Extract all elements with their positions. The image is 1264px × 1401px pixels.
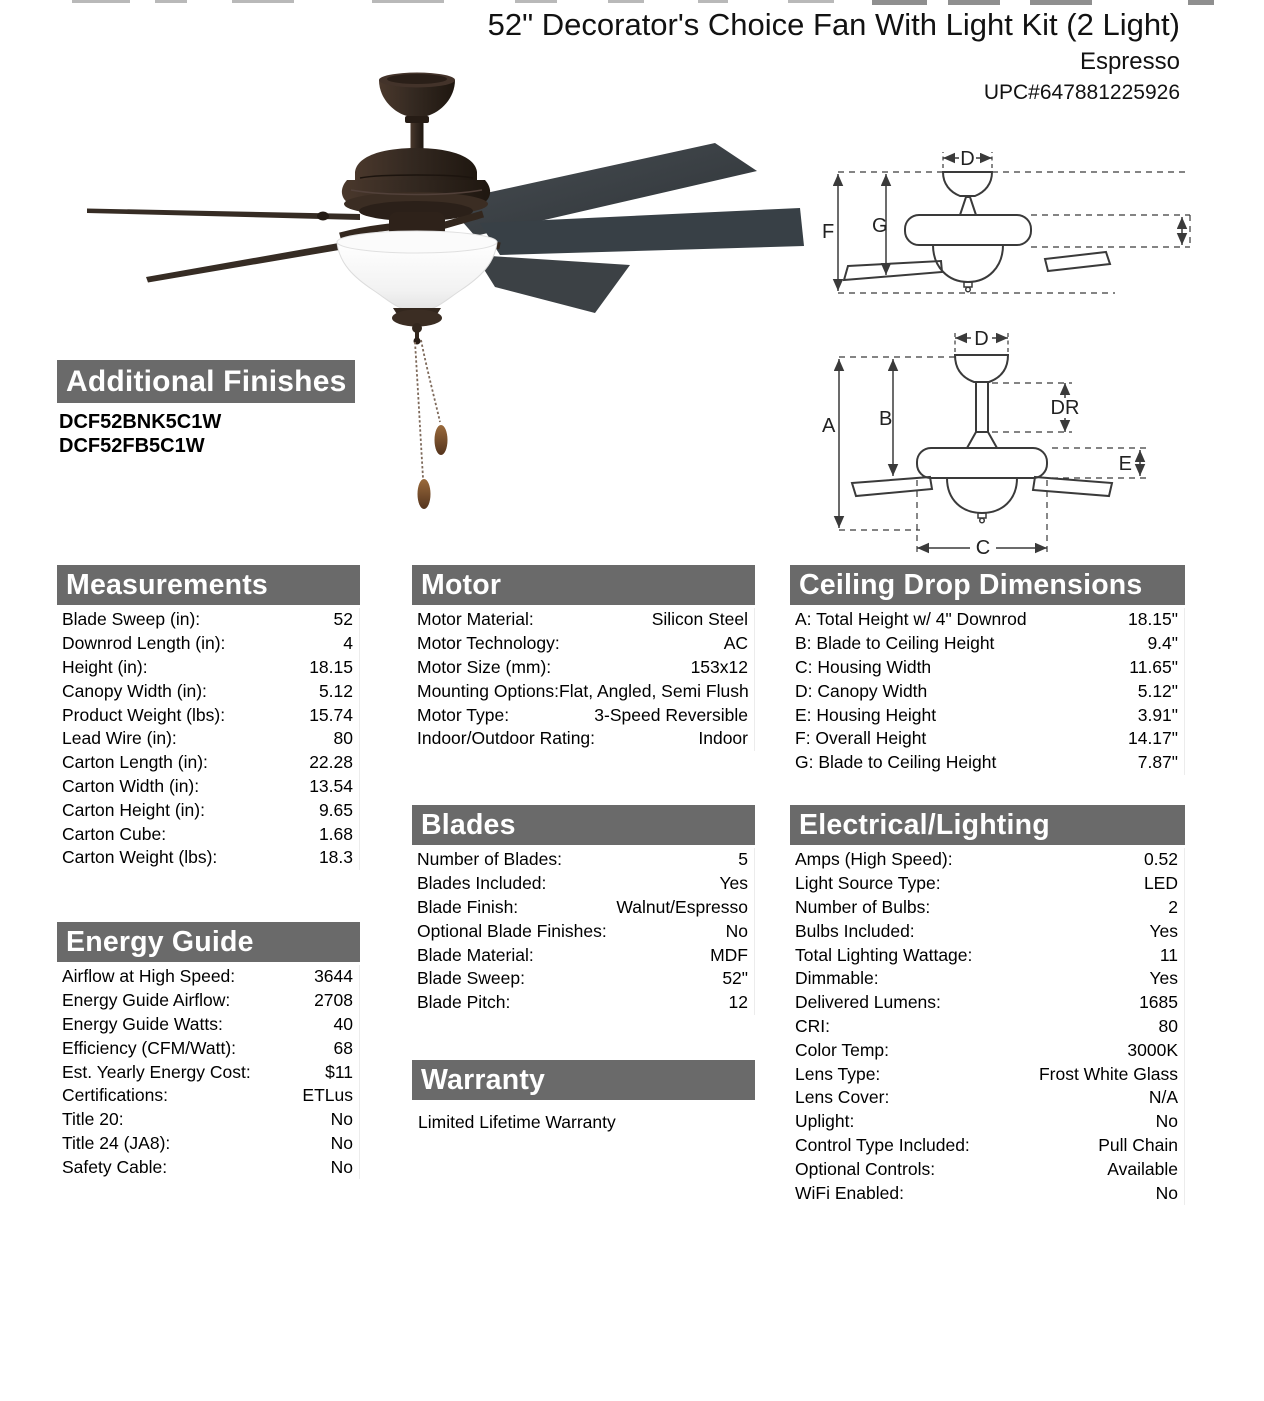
additional-finishes-section	[57, 360, 355, 458]
spec-value: No	[330, 1109, 353, 1130]
measurements-header: Measurements	[57, 565, 360, 605]
spec-label: Certifications:	[62, 1085, 169, 1106]
spec-value: 7.87"	[1137, 752, 1178, 773]
fan-light-bowl	[337, 231, 497, 345]
spec-value: AC	[723, 633, 748, 654]
fan-product-image	[55, 50, 815, 570]
spec-value: Yes	[1149, 920, 1178, 941]
spec-value: 22.28	[309, 752, 353, 773]
spec-row	[790, 1157, 1184, 1181]
spec-value: 12	[728, 992, 748, 1013]
spec-label: D: Canopy Width	[795, 680, 928, 701]
spec-row	[790, 896, 1184, 920]
spec-row	[790, 1181, 1184, 1205]
dimension-diagrams	[820, 140, 1250, 570]
spec-label: Title 20:	[62, 1109, 124, 1130]
spec-value: 13.54	[309, 775, 353, 796]
diagram-downrod-mount	[839, 332, 1146, 555]
spec-label: Optional Controls:	[795, 1158, 936, 1179]
spec-row	[412, 632, 754, 656]
electrical-lighting-header: Electrical/Lighting	[790, 805, 1185, 845]
spec-label: C: Housing Width	[795, 656, 932, 677]
spec-value: 0.52	[1143, 849, 1178, 870]
spec-value: Walnut/Espresso	[616, 896, 748, 917]
spec-row	[790, 943, 1184, 967]
spec-value: No	[1155, 1182, 1178, 1203]
spec-row	[57, 989, 359, 1013]
spec-row	[57, 1036, 359, 1060]
spec-value: 4	[343, 633, 353, 654]
spec-row	[57, 775, 359, 799]
spec-label: Blades Included:	[417, 873, 547, 894]
spec-label: Mounting Options:	[417, 680, 560, 701]
spec-row	[412, 608, 754, 632]
spec-value: 18.15"	[1127, 609, 1178, 630]
additional-finishes-header: Additional Finishes	[57, 360, 355, 403]
ceiling-drop-rows	[790, 608, 1185, 775]
spec-row	[790, 991, 1184, 1015]
pull-chain-fob	[418, 479, 431, 509]
spec-row	[790, 1110, 1184, 1134]
spec-label: E: Housing Height	[795, 704, 937, 725]
spec-row	[57, 1155, 359, 1179]
spec-row	[790, 872, 1184, 896]
spec-label: WiFi Enabled:	[795, 1182, 904, 1203]
spec-label: B: Blade to Ceiling Height	[795, 633, 995, 654]
spec-label: Light Source Type:	[795, 873, 941, 894]
spec-value: 11.65"	[1129, 656, 1178, 677]
spec-label: Canopy Width (in):	[62, 680, 207, 701]
dim-label-g: G	[872, 215, 888, 237]
spec-label: Motor Technology:	[417, 633, 560, 654]
energy-guide-rows	[57, 965, 360, 1179]
spec-row	[790, 848, 1184, 872]
spec-row	[412, 656, 754, 680]
spec-row	[57, 1108, 359, 1132]
spec-value: 153x12	[690, 656, 748, 677]
spec-value: 3000K	[1127, 1039, 1178, 1060]
spec-label: Lens Cover:	[795, 1087, 890, 1108]
dim-label-dr: DR	[1050, 397, 1080, 419]
spec-label: Uplight:	[795, 1111, 855, 1132]
dim-label-f: F	[822, 221, 835, 243]
spec-value: MDF	[710, 944, 748, 965]
spec-label: Number of Blades:	[417, 849, 562, 870]
spec-row	[57, 608, 359, 632]
spec-label: Total Lighting Wattage:	[795, 944, 973, 965]
spec-label: Control Type Included:	[795, 1134, 970, 1155]
spec-label: Safety Cable:	[62, 1156, 168, 1177]
spec-row	[790, 1134, 1184, 1158]
spec-row	[412, 896, 754, 920]
energy-guide-header: Energy Guide	[57, 922, 360, 962]
dim-label-a: A	[822, 415, 836, 437]
spec-label: Height (in):	[62, 656, 148, 677]
spec-label: Bulbs Included:	[795, 920, 915, 941]
spec-label: Motor Type:	[417, 704, 510, 725]
spec-label: Number of Bulbs:	[795, 896, 931, 917]
spec-value: Frost White Glass	[1038, 1063, 1178, 1084]
spec-row	[790, 919, 1184, 943]
spec-value: 14.17"	[1127, 728, 1178, 749]
spec-row	[412, 703, 754, 727]
spec-label: Est. Yearly Energy Cost:	[62, 1061, 251, 1082]
spec-value: 3.91"	[1137, 704, 1178, 725]
warranty-text: Limited Lifetime Warranty	[418, 1112, 616, 1132]
spec-label: Energy Guide Airflow:	[62, 990, 231, 1011]
spec-value: Available	[1107, 1158, 1178, 1179]
electrical-lighting-section	[790, 805, 1185, 1205]
measurements-rows	[57, 608, 360, 870]
spec-value: 5	[738, 849, 748, 870]
spec-row	[57, 656, 359, 680]
spec-value: Silicon Steel	[651, 609, 748, 630]
spec-label: Lens Type:	[795, 1063, 881, 1084]
spec-row	[57, 1013, 359, 1037]
motor-header: Motor	[412, 565, 755, 605]
diagram-flush-mount	[838, 152, 1190, 293]
spec-row	[790, 679, 1184, 703]
measurements-section	[57, 565, 360, 870]
spec-label: Product Weight (lbs):	[62, 704, 226, 725]
spec-label: Downrod Length (in):	[62, 633, 226, 654]
spec-row	[57, 965, 359, 989]
dim-label-c: C	[975, 537, 991, 559]
spec-row	[57, 751, 359, 775]
spec-row	[790, 632, 1184, 656]
spec-value: No	[330, 1132, 353, 1153]
finish-model-number: DCF52FB5C1W	[59, 434, 205, 457]
spec-row	[57, 822, 359, 846]
spec-row	[790, 703, 1184, 727]
spec-value: Indoor	[698, 728, 748, 749]
spec-label: Carton Length (in):	[62, 752, 208, 773]
finish-model-list	[57, 411, 355, 458]
spec-row	[412, 943, 754, 967]
blades-header: Blades	[412, 805, 755, 845]
spec-value: 80	[333, 728, 353, 749]
spec-label: Carton Width (in):	[62, 775, 200, 796]
warranty-header: Warranty	[412, 1060, 755, 1100]
spec-label: Delivered Lumens:	[795, 992, 941, 1013]
spec-value: 1685	[1139, 992, 1178, 1013]
spec-label: Motor Material:	[417, 609, 534, 630]
spec-label: Blade Material:	[417, 944, 534, 965]
spec-label: CRI:	[795, 1015, 830, 1036]
blades-rows	[412, 848, 755, 1015]
spec-label: Blade Pitch:	[417, 992, 511, 1013]
spec-row	[412, 991, 754, 1015]
spec-label: F: Overall Height	[795, 728, 927, 749]
spec-row	[790, 727, 1184, 751]
spec-label: Motor Size (mm):	[417, 656, 552, 677]
spec-row	[790, 751, 1184, 775]
product-title: 52" Decorator's Choice Fan With Light Kit (2 Light)	[487, 7, 1180, 42]
ceiling-drop-section	[790, 565, 1185, 775]
spec-value: 40	[333, 1013, 353, 1034]
spec-value: 52"	[722, 968, 748, 989]
spec-label: A: Total Height w/ 4" Downrod	[795, 609, 1027, 630]
spec-label: G: Blade to Ceiling Height	[795, 752, 997, 773]
ceiling-drop-header: Ceiling Drop Dimensions	[790, 565, 1185, 605]
spec-label: Amps (High Speed):	[795, 849, 953, 870]
spec-row	[790, 1015, 1184, 1039]
spec-label: Carton Height (in):	[62, 799, 205, 820]
spec-value: Flat, Angled, Semi Flush	[559, 680, 749, 701]
spec-row	[790, 1062, 1184, 1086]
spec-label: Efficiency (CFM/Watt):	[62, 1037, 237, 1058]
spec-value: N/A	[1148, 1087, 1178, 1108]
dim-label-e: E	[1118, 453, 1132, 475]
spec-value: 2708	[314, 990, 353, 1011]
spec-value: Yes	[1149, 968, 1178, 989]
spec-row	[57, 1132, 359, 1156]
spec-row	[790, 967, 1184, 991]
spec-row	[57, 1084, 359, 1108]
spec-label: Lead Wire (in):	[62, 728, 177, 749]
spec-value: No	[330, 1156, 353, 1177]
finish-name: Espresso	[1079, 48, 1180, 75]
spec-value: 68	[333, 1037, 353, 1058]
spec-label: Blade Sweep (in):	[62, 609, 201, 630]
spec-row	[57, 679, 359, 703]
energy-guide-section	[57, 922, 360, 1179]
spec-row	[57, 1060, 359, 1084]
spec-row	[57, 846, 359, 870]
dim-label-d-bottom: D	[974, 328, 989, 350]
spec-row	[790, 608, 1184, 632]
spec-row	[790, 1038, 1184, 1062]
spec-label: Carton Weight (lbs):	[62, 847, 218, 868]
spec-label: Indoor/Outdoor Rating:	[417, 728, 596, 749]
spec-value: 5.12	[318, 680, 353, 701]
spec-value: ETLus	[302, 1085, 353, 1106]
spec-value: 9.65	[318, 799, 353, 820]
spec-label: Title 24 (JA8):	[62, 1132, 171, 1153]
fan-motor-housing	[342, 148, 490, 221]
spec-value: No	[1155, 1111, 1178, 1132]
spec-value: LED	[1143, 873, 1178, 894]
spec-row	[57, 798, 359, 822]
fan-right-blades	[445, 143, 804, 313]
spec-label: Optional Blade Finishes:	[417, 920, 607, 941]
spec-value: 3-Speed Reversible	[594, 704, 748, 725]
spec-row	[790, 1086, 1184, 1110]
spec-value: No	[725, 920, 748, 941]
spec-value: 5.12"	[1137, 680, 1178, 701]
spec-row	[412, 848, 754, 872]
spec-row	[790, 656, 1184, 680]
spec-row	[57, 632, 359, 656]
spec-label: Blade Finish:	[417, 896, 519, 917]
electrical-lighting-rows	[790, 848, 1185, 1205]
spec-row	[57, 703, 359, 727]
dim-label-d-top: D	[960, 148, 975, 170]
spec-value: 18.3	[318, 847, 353, 868]
spec-value: $11	[325, 1061, 353, 1082]
dim-label-b: B	[879, 408, 893, 430]
spec-value: 2	[1168, 896, 1178, 917]
spec-label: Color Temp:	[795, 1039, 890, 1060]
spec-label: Energy Guide Watts:	[62, 1013, 223, 1034]
spec-row	[412, 679, 754, 703]
spec-row	[57, 727, 359, 751]
spec-row	[412, 919, 754, 943]
spec-label: Dimmable:	[795, 968, 879, 989]
spec-row	[412, 727, 754, 751]
spec-row	[412, 967, 754, 991]
upc-code: UPC#647881225926	[983, 81, 1180, 104]
spec-value: Pull Chain	[1098, 1134, 1178, 1155]
pull-chain-fob	[435, 425, 448, 455]
spec-value: 9.4"	[1147, 633, 1178, 654]
spec-row	[412, 872, 754, 896]
spec-label: Airflow at High Speed:	[62, 966, 236, 987]
spec-value: 80	[1158, 1015, 1178, 1036]
fan-pull-chains	[415, 340, 448, 509]
motor-rows	[412, 608, 755, 751]
spec-value: 3644	[314, 966, 353, 987]
spec-label: Blade Sweep:	[417, 968, 525, 989]
spec-value: 18.15	[309, 656, 353, 677]
spec-value: 52	[333, 609, 353, 630]
warranty-section	[412, 1060, 755, 1133]
spec-value: 11	[1159, 944, 1178, 965]
spec-value: 15.74	[309, 704, 353, 725]
motor-section	[412, 565, 755, 751]
spec-value: Yes	[719, 873, 748, 894]
spec-value: 1.68	[318, 823, 353, 844]
fan-canopy	[379, 73, 455, 124]
finish-model-number: DCF52BNK5C1W	[59, 411, 222, 433]
blades-section	[412, 805, 755, 1015]
spec-label: Carton Cube:	[62, 823, 167, 844]
